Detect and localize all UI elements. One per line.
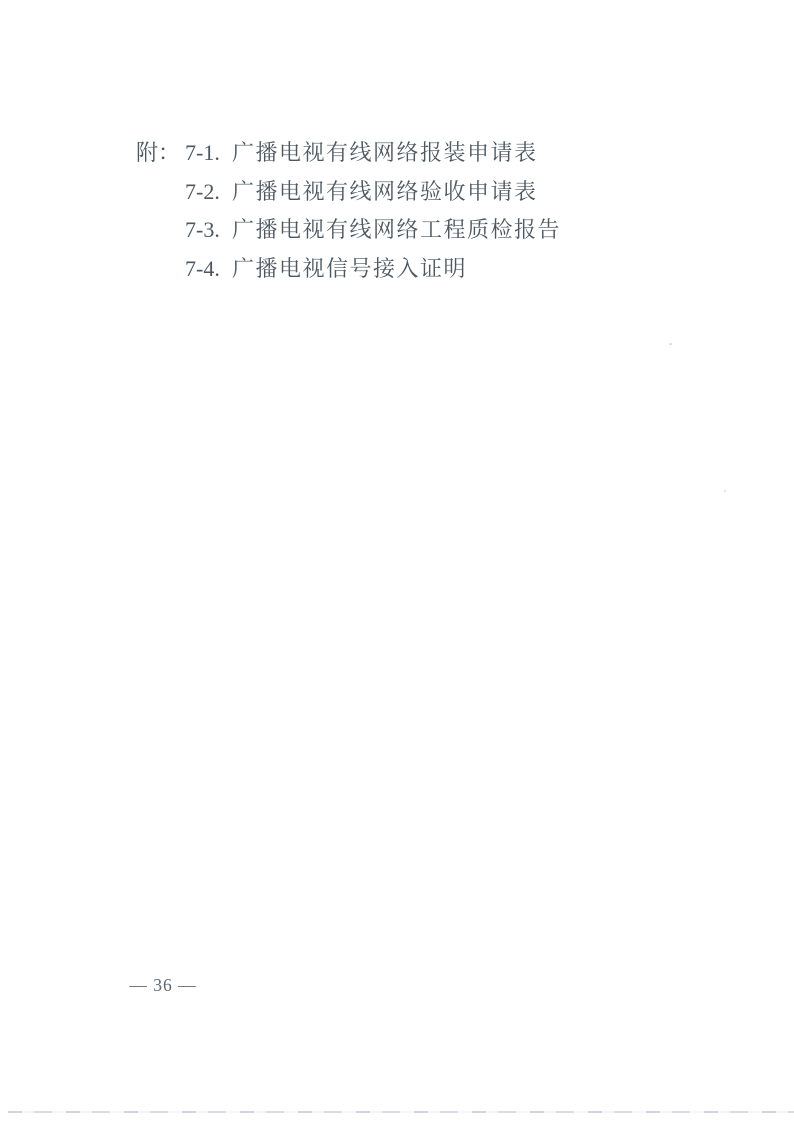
attachment-title: 广播电视信号接入证明 <box>232 255 468 281</box>
attachment-title: 广播电视有线网络报装申请表 <box>232 140 538 165</box>
attachment-number: 7-2. <box>185 178 220 204</box>
attachment-list <box>136 134 561 288</box>
attachment-title: 广播电视有线网络工程质检报告 <box>232 217 562 242</box>
attachment-title: 广播电视有线网络验收申请表 <box>232 178 538 204</box>
list-item <box>136 250 561 289</box>
attachment-label-spacer <box>136 173 185 212</box>
list-item <box>136 211 561 250</box>
attachment-label-spacer <box>136 211 185 250</box>
attachment-number: 7-3. <box>185 217 220 242</box>
list-item <box>136 134 561 173</box>
list-item <box>136 173 561 212</box>
attachment-number: 7-4. <box>185 255 220 281</box>
scan-speck <box>669 343 672 345</box>
attachment-number: 7-1. <box>185 140 220 165</box>
scan-speck <box>724 490 726 492</box>
attachment-label-spacer <box>136 250 185 289</box>
page-number: — 36 — <box>129 975 197 995</box>
attachment-label: 附： <box>136 140 181 165</box>
scan-edge-artifact <box>8 1111 794 1113</box>
